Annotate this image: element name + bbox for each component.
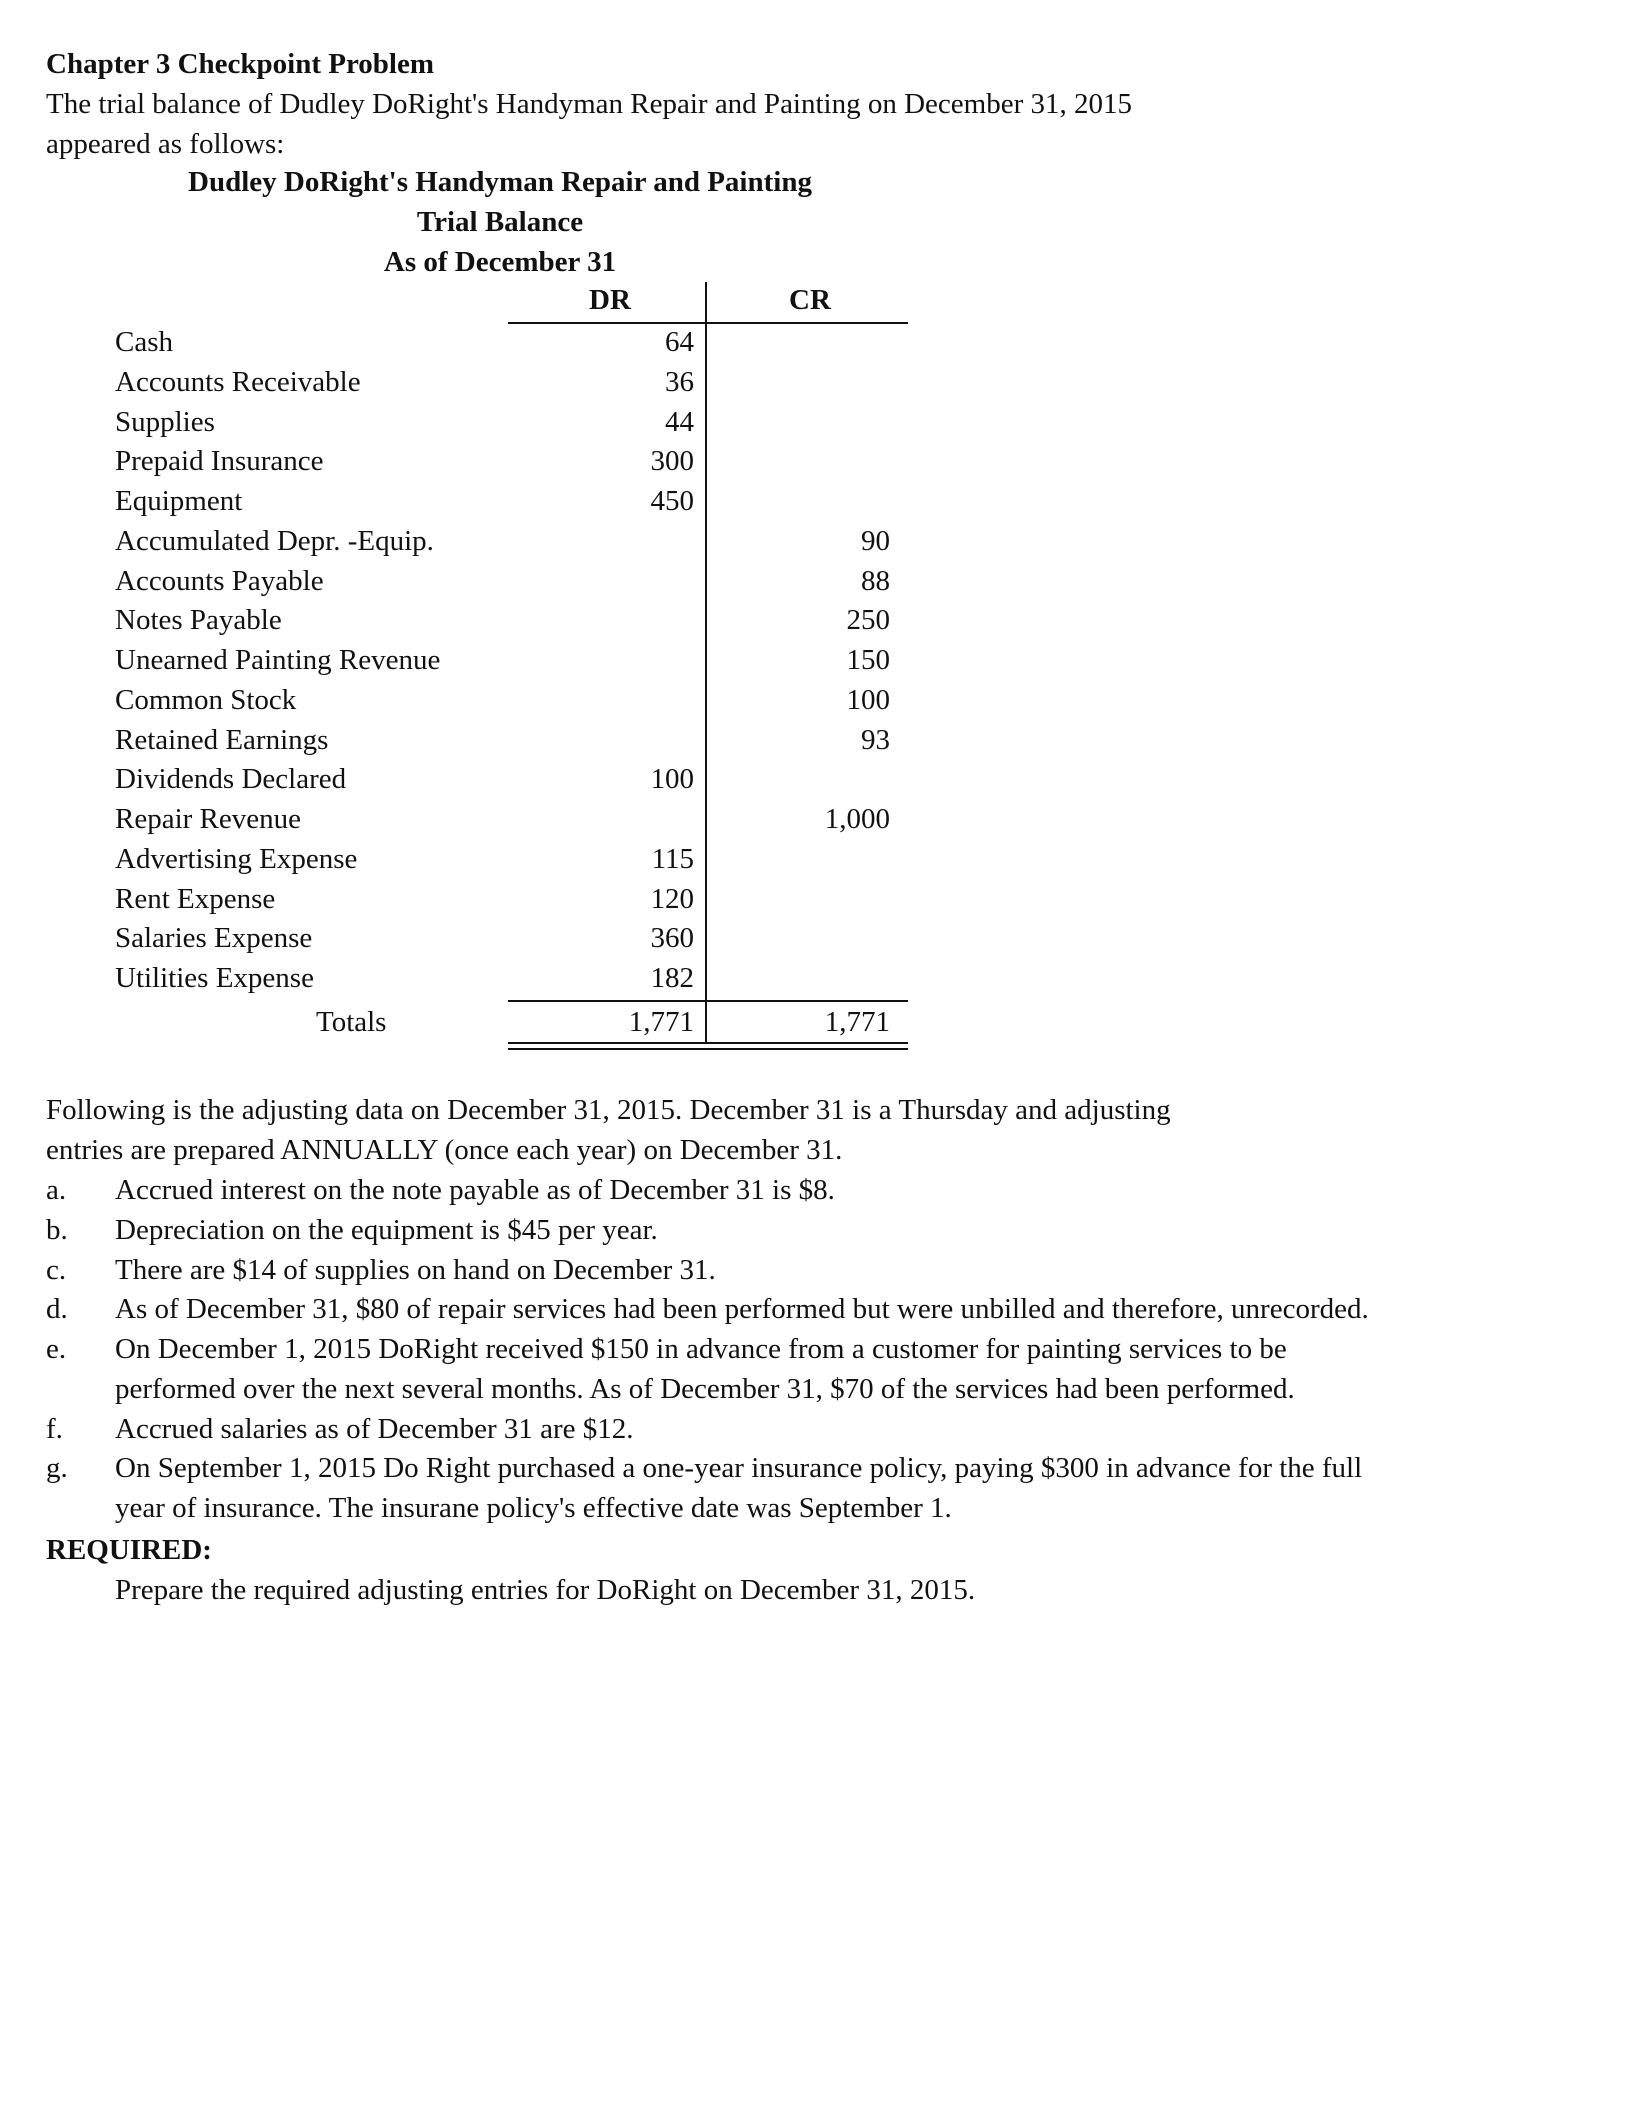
account-name: Supplies — [115, 405, 215, 438]
table-row — [0, 322, 1000, 362]
debit-amount: 450 — [650, 485, 694, 517]
credit-amount: 150 — [846, 644, 890, 676]
account-name: Retained Earnings — [115, 723, 329, 756]
company-name: Dudley DoRight's Handyman Repair and Painting — [188, 166, 812, 198]
debit-amount: 44 — [665, 405, 694, 438]
item-text: Accrued interest on the note payable as of December 31 is $8. — [115, 1174, 835, 1206]
table-row — [0, 839, 1000, 879]
table-row — [0, 481, 1000, 521]
adjusting-item-continuation — [0, 1369, 1560, 1409]
report-period: As of December 31 — [383, 246, 617, 278]
item-text: On December 1, 2015 DoRight received $150 in advance from a customer for painting services to be — [115, 1333, 1287, 1365]
adjusting-item — [0, 1289, 1560, 1329]
account-name: Advertising Expense — [115, 842, 358, 875]
item-letter: e. — [46, 1333, 67, 1365]
item-text: year of insurance. The insurane policy's effective date was September 1. — [115, 1492, 952, 1524]
item-text: performed over the next several months. As of December 31, $70 of the services had been performed. — [115, 1372, 1295, 1405]
adjusting-intro-2: entries are prepared ANNUALLY (once each year) on December 31. — [46, 1134, 843, 1166]
account-name: Accounts Payable — [115, 564, 324, 597]
table-row — [0, 521, 1000, 561]
item-text: There are $14 of supplies on hand on December 31. — [115, 1253, 716, 1286]
table-row — [0, 799, 1000, 839]
item-letter: c. — [46, 1253, 67, 1286]
adjusting-item-continuation — [0, 1488, 1560, 1528]
credit-amount: 1,000 — [824, 803, 890, 835]
credit-column-header: CR — [789, 284, 831, 316]
item-letter: g. — [46, 1452, 68, 1485]
adjusting-intro-1: Following is the adjusting data on December 31, 2015. December 31 is a Thursday and adjusting — [46, 1094, 1171, 1126]
adjusting-item — [0, 1210, 1560, 1250]
table-row — [0, 561, 1000, 601]
item-letter: a. — [46, 1174, 67, 1206]
item-text: Accrued salaries as of December 31 are $12. — [115, 1412, 634, 1445]
debit-column-header: DR — [589, 284, 631, 316]
totals-label: Totals — [316, 1006, 387, 1038]
account-name: Notes Payable — [115, 604, 282, 637]
credit-amount: 88 — [861, 564, 890, 597]
account-name: Accounts Receivable — [115, 365, 361, 398]
debit-amount: 300 — [650, 445, 694, 478]
total-debit: 1,771 — [628, 1006, 694, 1038]
item-letter: d. — [46, 1293, 68, 1326]
table-row — [0, 640, 1000, 680]
debit-amount: 115 — [651, 842, 694, 875]
credit-amount: 90 — [861, 524, 890, 557]
table-row — [0, 441, 1000, 481]
table-row — [0, 600, 1000, 640]
table-row — [0, 402, 1000, 442]
debit-amount: 100 — [650, 763, 694, 796]
account-name: Unearned Painting Revenue — [115, 644, 441, 676]
problem-title: Chapter 3 Checkpoint Problem — [46, 48, 435, 80]
item-letter: b. — [46, 1213, 68, 1246]
intro-line-1: The trial balance of Dudley DoRight's Handyman Repair and Painting on December 31, 2015 — [46, 88, 1132, 120]
account-name: Cash — [115, 326, 173, 358]
adjusting-item — [0, 1409, 1560, 1449]
intro-line-2: appeared as follows: — [46, 128, 285, 160]
table-row — [0, 918, 1000, 958]
required-text: Prepare the required adjusting entries for DoRight on December 31, 2015. — [115, 1574, 976, 1606]
required-label: REQUIRED: — [46, 1534, 212, 1566]
totals-row — [0, 1002, 1000, 1042]
item-text: Depreciation on the equipment is $45 per year. — [115, 1213, 658, 1246]
credit-amount: 250 — [846, 604, 890, 637]
credit-amount: 93 — [861, 723, 890, 756]
table-row — [0, 958, 1000, 998]
account-name: Dividends Declared — [115, 763, 347, 796]
account-name: Utilities Expense — [115, 962, 314, 994]
double-rule-top — [508, 1042, 908, 1044]
account-name: Salaries Expense — [115, 922, 313, 955]
account-name: Equipment — [115, 485, 243, 517]
debit-amount: 182 — [650, 962, 694, 994]
adjusting-item — [0, 1170, 1560, 1210]
table-row — [0, 759, 1000, 799]
double-rule-bottom — [508, 1048, 908, 1050]
account-name: Prepaid Insurance — [115, 445, 324, 478]
item-letter: f. — [46, 1412, 63, 1445]
table-row — [0, 720, 1000, 760]
table-row — [0, 680, 1000, 720]
account-name: Accumulated Depr. -Equip. — [115, 524, 434, 557]
debit-amount: 360 — [650, 922, 694, 955]
item-text: On September 1, 2015 Do Right purchased a one-year insurance policy, paying $300 in advance for the full — [115, 1452, 1363, 1485]
account-name: Rent Expense — [115, 882, 276, 915]
debit-amount: 64 — [665, 326, 694, 358]
account-name: Repair Revenue — [115, 803, 302, 835]
adjusting-item — [0, 1250, 1560, 1290]
adjusting-item — [0, 1329, 1560, 1369]
credit-amount: 100 — [846, 683, 890, 716]
total-credit: 1,771 — [824, 1006, 890, 1038]
item-text: As of December 31, $80 of repair services had been performed but were unbilled and therefore, unrecorded. — [115, 1293, 1369, 1326]
table-row — [0, 879, 1000, 919]
account-name: Common Stock — [115, 683, 297, 716]
adjusting-item — [0, 1448, 1560, 1488]
debit-amount: 120 — [650, 882, 694, 915]
debit-amount: 36 — [665, 365, 694, 398]
report-name: Trial Balance — [416, 206, 584, 238]
table-row — [0, 362, 1000, 402]
